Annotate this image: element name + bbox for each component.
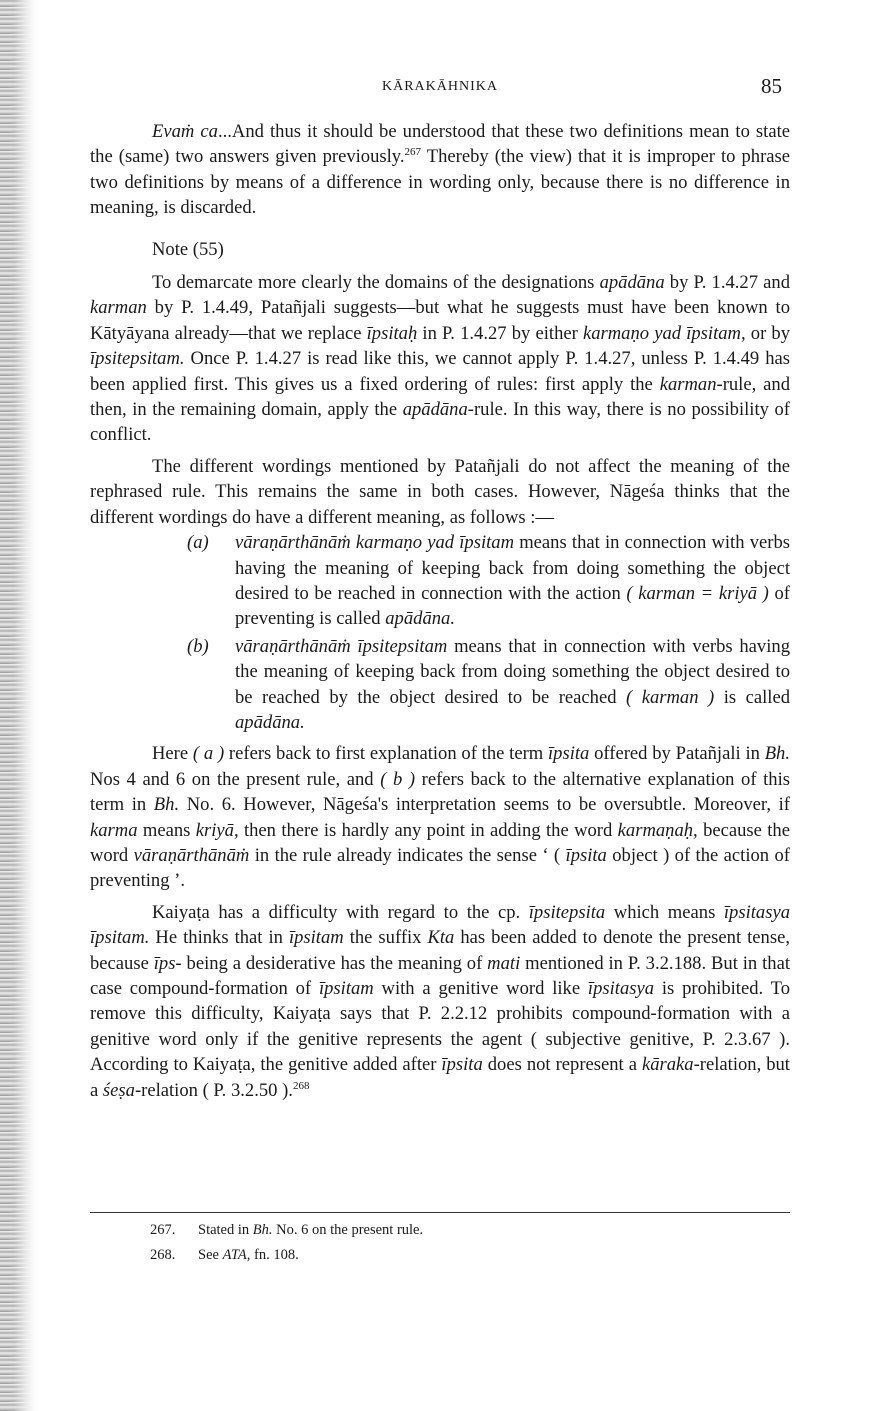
text-span: of preventing is called [235,582,790,630]
text-span: by P. 1.4.49, Patañjali suggests—but what he suggests must have been known to Kātyāyana already—that we replace [90,297,790,344]
sanskrit-term: apādāna [402,399,468,421]
text-span: has been added to denote the present tense, because [90,927,790,974]
text-span: being a desiderative has the meaning of [181,952,488,974]
sanskrit-term: īpsita [441,1054,483,1076]
sanskrit-term: īpsitam [288,927,344,949]
text-span: refers back to the alternative explanation of this term in [90,768,790,816]
text-span: Here [152,743,193,765]
sanskrit-term: vāraṇārthānāṁ karmaṇo yad īpsitam [235,532,515,554]
sanskrit-term: karma [90,819,138,841]
text-span: means [137,819,196,841]
text-span: offered by Patañjali in [589,743,765,765]
sanskrit-term: vāraṇārthānāṁ [133,844,250,866]
sanskrit-term: Bh. [252,1222,273,1238]
sanskrit-term: ( b ) [380,768,416,790]
sanskrit-term: īpsitepsita [528,901,606,923]
sanskrit-term: karman [90,297,147,319]
example-text [235,530,790,632]
text-span: in P. 1.4.27 by either [417,322,583,344]
text-span: ...And thus it should be understood that these two definitions mean to state the (same) two answers given previously. [90,121,790,168]
text-span: He thinks that in [149,927,289,949]
footnote-ref-268: 268 [292,1079,310,1092]
text-span: -relation, but a [90,1054,790,1101]
example-b [90,634,790,736]
sanskrit-term: Kta [427,927,455,949]
text-span: then there is hardly any point in adding the word [238,819,618,841]
footnote-text [198,1243,299,1268]
text-span: means that in connection with verbs having the meaning of keeping back from doing something the object desired to be reached in connection with the action [235,532,790,604]
sanskrit-term: kriyā, [195,819,239,841]
text-span: -rule, and then, in the remaining domain, apply the [90,373,790,421]
text-span: is called [714,686,790,708]
footnote-text [198,1218,423,1243]
sanskrit-term: īpsitam [318,978,374,999]
sanskrit-term: karmaṇo yad īpsitam, [582,322,746,344]
text-span: by P. 1.4.27 and [664,272,791,294]
example-label: (b) [187,635,209,657]
sanskrit-term: īps- [153,952,182,974]
text-span: fn. 108. [250,1247,299,1263]
footnote-268 [150,1243,790,1268]
text-span: with a genitive word like [373,978,588,999]
sanskrit-term: ( karman ) [626,686,715,708]
footnote-267 [150,1218,790,1243]
sanskrit-term: śeṣa [102,1079,135,1101]
text-span: -relation ( P. 3.2.50 ). [134,1079,293,1101]
sanskrit-term: īpsitasya [587,978,655,999]
sanskrit-term: apādāna. [235,711,305,733]
text-span: See [198,1247,223,1263]
sanskrit-term: īpsita [548,743,590,765]
sanskrit-term: karman [659,373,717,395]
sanskrit-term: īpsitaḥ [366,322,418,344]
text-span: in the rule already indicates the sense ‘ ( [249,844,566,866]
sanskrit-term: Evaṁ ca [152,121,218,142]
sanskrit-term: ( a ) [192,743,225,765]
text-span: the suffix [343,927,428,949]
paragraph-kaiyata [90,900,790,1103]
text-span: Nos 4 and 6 on the present rule, and [90,768,381,790]
text-span: Kaiyaṭa has a difficulty with regard to the cp. [152,901,529,923]
text-span: is prohibited. To remove this difficulty, Kaiyaṭa says that P. 2.2.12 prohibits compound-formation with a genitive word only if the genitive represents the agent ( subjective genitive, P. 2.3.67 ). According to Kaiyaṭa, the genitive added after [90,978,790,1076]
sanskrit-term: kāraka [641,1054,694,1076]
sanskrit-term: īpsitepsitam. [90,348,185,370]
example-a [90,530,790,632]
footnote-divider [90,1212,790,1213]
sanskrit-term: karmaṇaḥ, [617,819,698,841]
sanskrit-term: Bh. [153,794,180,816]
text-span: or by [745,322,791,344]
text-span: object ) of the action of preventing ’. [90,844,790,892]
example-text [235,634,790,736]
sanskrit-term: īpsita [565,844,607,866]
footnote-ref-267: 267 [404,146,422,159]
text-span: Thereby (the view) that it is improper to phrase two definitions by means of a difference in wording only, because there is no difference in meaning, is discarded. [90,146,790,219]
text-span: mentioned in P. 3.2.188. But in that case compound-formation of [90,952,790,999]
text-span: Stated in [198,1222,253,1238]
sanskrit-term: mati [487,952,521,974]
sanskrit-term: Bh. [764,743,791,765]
sanskrit-term: apādāna. [385,608,455,630]
paragraph-demarcate [90,270,790,448]
page-body [90,119,790,1103]
footnote-number: 267. [150,1222,176,1238]
text-span: Once P. 1.4.27 is read like this, we cannot apply P. 1.4.27, unless P. 1.4.49 has been applied first. This gives us a fixed ordering of rules: first apply the [90,348,790,395]
sanskrit-term: īpsitasya īpsitam. [90,901,790,949]
text-span: which means [605,901,724,923]
sanskrit-term: apādāna [599,272,665,294]
example-label: (a) [187,532,209,554]
page-header [90,76,790,100]
text-span: -rule. In this way, there is no possibility of conflict. [90,399,790,446]
text-span: means that in connection with verbs having the meaning of keeping back from doing something the object desired to be reached by the object desired to be reached [235,635,790,708]
text-span: To demarcate more clearly the domains of the designations [152,272,600,294]
text-span: No. 6 on the present rule. [272,1222,424,1238]
sanskrit-term: ATA, [222,1247,251,1263]
paragraph-evam-ca [90,119,790,221]
sanskrit-term: ( karman = kriyā ) [626,582,769,604]
footnotes [150,1218,790,1268]
text-span: No. 6. However, Nāgeśa's interpretation seems to be oversubtle. Moreover, if [179,794,790,816]
text-span: does not represent a [482,1054,642,1076]
paragraph-different-wordings: The different wordings mentioned by Patañjali do not affect the meaning of the rephrased rule. This remains the same in both cases. However, Nāgeśa thinks that the different wordings do have a different meaning, as follows :— [90,455,790,528]
footnote-number: 268. [150,1247,176,1263]
sanskrit-term: vāraṇārthānāṁ īpsitepsitam [235,635,448,657]
page-number: 85 [761,74,782,98]
text-span: refers back to first explanation of the term [224,743,549,765]
scan-binding-fade [14,0,44,1411]
paragraph-here-a [90,741,790,893]
note-heading: Note (55) [152,238,224,260]
running-title: KĀRAKĀHNIKA [382,79,498,94]
text-span: because the word [90,819,790,866]
